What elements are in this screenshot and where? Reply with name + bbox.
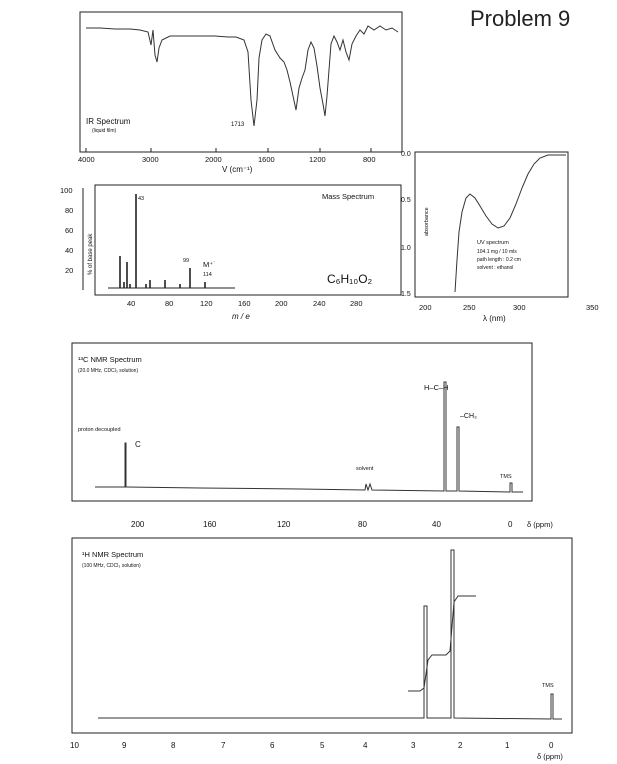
h1-xtick-4: 6 bbox=[270, 741, 275, 750]
c13-xtick-4: 40 bbox=[432, 520, 441, 529]
ir-tick-1: 3000 bbox=[142, 155, 159, 164]
ir-tick-5: 800 bbox=[363, 155, 376, 164]
mass-ytick-1: 80 bbox=[65, 206, 74, 215]
c13-x-label: δ (ppm) bbox=[527, 520, 553, 529]
h1-x-label: δ (ppm) bbox=[537, 752, 563, 761]
mass-xtick-5: 240 bbox=[313, 299, 326, 308]
uv-ytick-3: 1.5 bbox=[401, 291, 411, 298]
h1-xtick-8: 2 bbox=[458, 741, 463, 750]
c13-xtick-5: 0 bbox=[508, 520, 513, 529]
mass-peak-label-114: 114 bbox=[203, 272, 212, 278]
uv-xtick-3: 350 bbox=[586, 303, 599, 312]
uv-info-3: solvent : ethanol bbox=[477, 265, 514, 271]
mass-xtick-1: 80 bbox=[165, 299, 174, 308]
h1-xtick-7: 3 bbox=[411, 741, 416, 750]
uv-y-label: absorbance bbox=[424, 207, 430, 236]
mass-peak-label-mplus: M⁺˙ bbox=[203, 260, 216, 269]
ir-peak-annotation: 1713 bbox=[231, 122, 245, 128]
mass-formula: C₆H₁₀O₂ bbox=[327, 272, 373, 286]
uv-xtick-2: 300 bbox=[513, 303, 526, 312]
mass-xtick-4: 200 bbox=[275, 299, 288, 308]
c13-peak-c: C bbox=[135, 440, 141, 449]
uv-ytick-1: 0.5 bbox=[401, 197, 411, 204]
uv-ytick-0: 0.0 bbox=[401, 151, 411, 158]
h1-xtick-10: 0 bbox=[549, 741, 554, 750]
mass-ytick-2: 60 bbox=[65, 226, 74, 235]
c13-xtick-0: 200 bbox=[131, 520, 145, 529]
ir-x-label: V (cm⁻¹) bbox=[222, 165, 253, 174]
h1-xtick-1: 9 bbox=[122, 741, 127, 750]
c13-solvent: solvent bbox=[356, 466, 374, 472]
h1-nmr-spectrum bbox=[70, 538, 572, 761]
h1-label: ¹H NMR Spectrum bbox=[82, 550, 144, 559]
c13-xtick-1: 160 bbox=[203, 520, 217, 529]
mass-y-label: % of base peak bbox=[88, 233, 94, 275]
mass-label: Mass Spectrum bbox=[322, 192, 375, 201]
uv-frame bbox=[415, 152, 568, 297]
ir-tick-3: 1600 bbox=[258, 155, 275, 164]
c13-peak-ch: H–C–H bbox=[424, 383, 449, 392]
uv-ytick-2: 1.0 bbox=[401, 245, 411, 252]
mass-ytick-0: 100 bbox=[60, 186, 73, 195]
ir-spectrum bbox=[78, 12, 402, 174]
ir-label: IR Spectrum bbox=[86, 117, 131, 126]
uv-xtick-0: 200 bbox=[419, 303, 432, 312]
h1-xtick-6: 4 bbox=[363, 741, 368, 750]
c13-sublabel: (20.0 MHz, CDCl₃ solution) bbox=[78, 368, 139, 374]
uv-info-2: path length : 0.2 cm bbox=[477, 257, 521, 263]
mass-x-label: m / e bbox=[232, 312, 250, 321]
mass-ytick-4: 20 bbox=[65, 266, 74, 275]
uv-xtick-1: 250 bbox=[463, 303, 476, 312]
c13-xtick-3: 80 bbox=[358, 520, 367, 529]
h1-xtick-5: 5 bbox=[320, 741, 325, 750]
ir-frame bbox=[80, 12, 402, 152]
mass-xtick-0: 40 bbox=[127, 299, 136, 308]
mass-xtick-3: 160 bbox=[238, 299, 251, 308]
mass-xtick-2: 120 bbox=[200, 299, 213, 308]
c13-frame bbox=[72, 343, 532, 501]
h1-tms: TMS bbox=[542, 683, 554, 689]
h1-frame bbox=[72, 538, 572, 733]
c13-tms: TMS bbox=[500, 474, 512, 480]
uv-x-label: λ (nm) bbox=[483, 314, 506, 323]
ir-tick-2: 2000 bbox=[205, 155, 222, 164]
uv-spectrum bbox=[401, 151, 599, 323]
ir-tick-0: 4000 bbox=[78, 155, 95, 164]
h1-xtick-9: 1 bbox=[505, 741, 510, 750]
page-title: Problem 9 bbox=[470, 6, 571, 31]
c13-mode: proton decoupled bbox=[78, 427, 121, 433]
mass-peak-label-99: 99 bbox=[183, 258, 190, 264]
c13-peak-ch3: –CH₃ bbox=[460, 413, 477, 420]
c13-label: ¹³C NMR Spectrum bbox=[78, 355, 142, 364]
h1-xtick-2: 8 bbox=[171, 741, 176, 750]
ir-sublabel: (liquid film) bbox=[92, 128, 117, 134]
ir-tick-4: 1200 bbox=[309, 155, 326, 164]
h1-sublabel: (100 MHz, CDCl₃ solution) bbox=[82, 563, 141, 569]
mass-peak-label-43: 43 bbox=[138, 196, 145, 202]
c13-nmr-spectrum bbox=[72, 343, 553, 529]
h1-xtick-3: 7 bbox=[221, 741, 226, 750]
uv-info-0: UV spectrum bbox=[477, 240, 509, 246]
mass-ytick-3: 40 bbox=[65, 246, 74, 255]
h1-xtick-0: 10 bbox=[70, 741, 79, 750]
c13-xtick-2: 120 bbox=[277, 520, 291, 529]
uv-info-1: 104.1 mg / 10 mls bbox=[477, 249, 517, 255]
mass-spectrum bbox=[60, 185, 401, 321]
mass-xtick-6: 280 bbox=[350, 299, 363, 308]
